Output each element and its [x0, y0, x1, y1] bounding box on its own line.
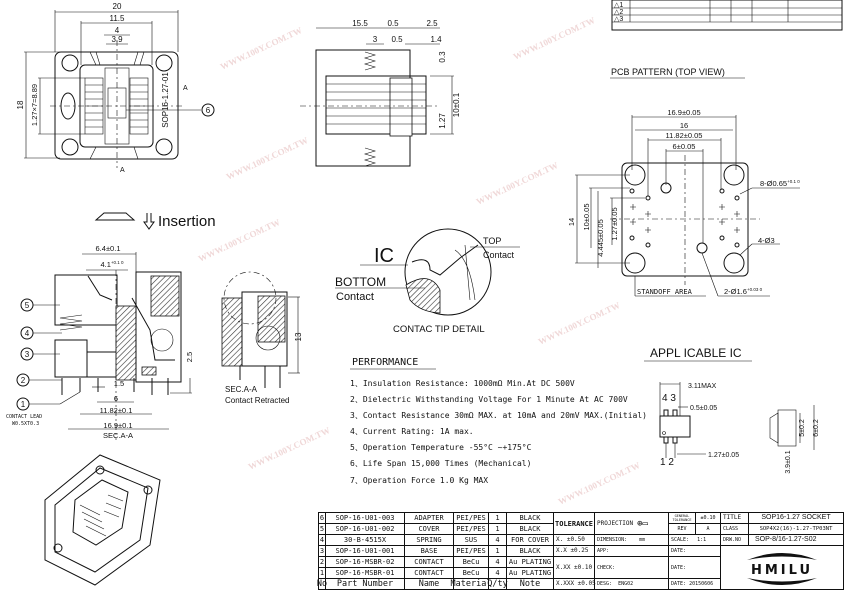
performance-item: 3、Contact Resistance 30mΩ MAX. at 10mA and 20mV MAX.(Initial) [350, 411, 647, 420]
performance-item: 1、Insulation Resistance: 1000mΩ Min.At DC 500V [350, 379, 575, 388]
part-material: PEI/PES [453, 523, 489, 535]
ic-label: IC [374, 245, 394, 267]
part-note: FOR COVER [506, 534, 554, 546]
top-view [16, 2, 214, 174]
section-mark-a-top: A [183, 85, 188, 92]
part-name: BASE [404, 545, 454, 557]
tolerance-label: TOLERANCE [553, 512, 595, 535]
applicable-ic-title: APPL ICABLE IC [650, 346, 742, 360]
bottom-contact-label: Contact [336, 291, 374, 303]
callout-6: 6 [205, 106, 211, 115]
dim-0-5-b: 0.5 [391, 35, 403, 44]
part-name: SPRING [404, 534, 454, 546]
callout-5: 5 [24, 301, 30, 310]
tolerance-x: X. ±0.50 [553, 534, 595, 546]
svg-text:WWW.100Y.COM.TW: WWW.100Y.COM.TW [224, 135, 310, 182]
dim-13: 13 [294, 332, 303, 342]
tolerance-xxx: X.XX ±0.10 [553, 556, 595, 579]
part-material: PEI/PES [453, 512, 489, 524]
part-name: ADAPTER [404, 512, 454, 524]
dimension-unit: mm [639, 537, 646, 543]
detail-title: CONTAC TIP DETAIL [393, 324, 485, 335]
dim-3: 3 [372, 35, 378, 44]
projection-symbol-icon: ⊕▭ [637, 518, 648, 529]
contact-tip-detail [335, 229, 520, 335]
big-holes-note: 4-Ø3 [758, 236, 775, 245]
rev-mark-1: △1 [614, 2, 624, 9]
rev-value: A [695, 523, 721, 535]
row-no: 2 [319, 558, 325, 566]
side-view [300, 19, 461, 166]
part-name: CONTACT [404, 567, 454, 579]
svg-text:WWW.100Y.COM.TW: WWW.100Y.COM.TW [196, 217, 282, 264]
tolerance-xx: X.X ±0.25 [553, 545, 595, 557]
dim-0-5: 0.5±0.05 [690, 405, 718, 412]
dim-14: 14 [567, 217, 576, 227]
part-name: COVER [404, 523, 454, 535]
svg-text:WWW.100Y.COM.TW: WWW.100Y.COM.TW [556, 460, 642, 507]
dim-height: 18 [16, 100, 25, 110]
dim-4-445: 4.445±0.05 [596, 219, 605, 257]
check: CHECK: [594, 556, 669, 579]
header-note: Note [506, 578, 554, 590]
dim-11-82: 11.82±0.05 [665, 131, 703, 140]
pins-bottom: 1 2 [660, 457, 674, 468]
row-no: 1 [319, 569, 325, 577]
part-note: BLACK [506, 545, 554, 557]
part-note: Au PLATING [506, 567, 554, 579]
dim-3-9: 3.9 [111, 35, 123, 44]
standoff-note: STANDOFF AREA [637, 288, 692, 296]
performance-item: 5、Operation Temperature -55°C ~+175°C [350, 443, 532, 452]
dim-inner: 11.5 [109, 14, 125, 23]
row-no: 6 [319, 514, 325, 522]
dim-4-1: $4.1^{+0.1 0}$ [100, 260, 124, 269]
part-number: SOP-16-U01-001 [325, 545, 405, 557]
dim-4: 4 [114, 26, 120, 35]
retracted-section-title: SEC.A-A [225, 385, 258, 394]
part-number: SOP-16-MSBR-02 [325, 556, 405, 568]
pcb-pattern [567, 67, 800, 296]
dim-1-4: 1.4 [430, 35, 442, 44]
general-tolerance-label: GENERAL TOLERANCE [668, 512, 696, 524]
section-title: SEC.A-A [102, 431, 134, 440]
dimension: DIMENSION: mm [594, 534, 669, 546]
part-qty: 4 [488, 534, 507, 546]
dim-2-5: 2.5 [426, 19, 438, 28]
part-number: SOP-16-MSBR-01 [325, 567, 405, 579]
performance-item: 4、Current Rating: 1A max. [350, 427, 474, 436]
dim-0-3: 0.3 [438, 51, 447, 63]
applicable-ic [644, 346, 820, 474]
drawing-number-label: DRW.NO [720, 534, 749, 546]
tolerance-xxxx: X.XXX ±0.05 [553, 578, 595, 590]
performance [350, 357, 647, 485]
svg-text:WWW.100Y.COM.TW: WWW.100Y.COM.TW [218, 25, 304, 72]
part-material: SUS [453, 534, 489, 546]
dim-11-82: 11.82±0.1 [99, 406, 133, 415]
svg-text:WWW.100Y.COM.TW: WWW.100Y.COM.TW [536, 300, 622, 347]
dim-6: 6±0.05 [672, 142, 696, 151]
header-no: No [316, 579, 328, 589]
callout-3: 3 [24, 350, 30, 359]
retracted-view [222, 272, 303, 405]
dim-width: 20 [112, 2, 122, 11]
callout-2: 2 [20, 376, 26, 385]
dim-16-9: 16.9±0.05 [667, 108, 701, 117]
callout-4: 4 [24, 329, 30, 338]
date-3: DATE: 20150606 [668, 578, 721, 590]
part-note: BLACK [506, 512, 554, 524]
dim-10: 10±0.1 [452, 92, 461, 118]
revision-table [612, 0, 842, 30]
title-label: TITLE [720, 512, 749, 524]
part-qty: 4 [488, 556, 507, 568]
part-number: SOP-16-U01-002 [325, 523, 405, 535]
dim-15-5: 15.5 [352, 19, 368, 28]
company-logo [720, 545, 844, 590]
part-marking: SOP16-1.27-01 [161, 72, 170, 128]
pins-top: 4 3 [662, 393, 676, 404]
dim-5: 5±0.2 [799, 419, 806, 437]
dim-2-5-lead: 2.5 [185, 351, 194, 363]
rev-mark-3: △3 [614, 16, 624, 23]
date-2: DATE: [668, 556, 721, 579]
header-qty: Q/ty [487, 579, 508, 589]
dim-10: 10±0.05 [582, 203, 591, 231]
date-1: DATE: [668, 545, 721, 557]
header-part-number: Part Number [325, 578, 405, 590]
dim-16: 16 [679, 121, 689, 130]
desg: DESG: ENG02 [594, 578, 669, 590]
section-mark-a-bottom: A [120, 167, 125, 174]
svg-text:WWW.100Y.COM.TW: WWW.100Y.COM.TW [246, 425, 332, 472]
logo-swoosh-icon [737, 548, 827, 588]
dim-3-11: 3.11MAX [688, 383, 717, 390]
row-no: 3 [319, 547, 325, 555]
dim-6-4: 6.4±0.1 [95, 244, 121, 253]
part-material: BeCu [453, 567, 489, 579]
app: APP: [594, 545, 669, 557]
pcb-title: PCB PATTERN (TOP VIEW) [611, 67, 725, 77]
part-note: Au PLATING [506, 556, 554, 568]
callout-1: 1 [20, 400, 26, 409]
lead-note-2: W0.5XT0.3 [12, 421, 40, 427]
rev-mark-2: △2 [614, 9, 624, 16]
bottom-label: BOTTOM [335, 275, 387, 289]
lead-note-1: CONTACT LEAD [6, 414, 43, 420]
header-material: Material [450, 579, 492, 589]
pegs-note: $2-Ø1.6^{+0.03 0}$ [724, 287, 763, 296]
scale-value: 1:1 [697, 537, 707, 543]
drawing-number-value: SOP-8/16-1.27-S02 [748, 534, 844, 546]
dim-3-9: 3.9±0.1 [785, 450, 792, 474]
dim-1-5: 1.5 [113, 379, 125, 388]
row-no: 5 [319, 525, 325, 533]
row-no: 4 [319, 536, 325, 544]
class-value: SOP4X2(16)-1.27-TP03NT [748, 523, 844, 535]
top-contact-label: Contact [483, 250, 515, 260]
svg-text:WWW.100Y.COM.TW: WWW.100Y.COM.TW [474, 160, 560, 207]
class-label: CLASS [720, 523, 749, 535]
part-note: BLACK [506, 523, 554, 535]
part-number: SOP-16-U01-003 [325, 512, 405, 524]
dim-1-27: 1.27±0.05 [610, 207, 619, 241]
part-qty: 1 [488, 512, 507, 524]
small-holes-note: $8-Ø0.65^{+0.1 0}$ [760, 179, 800, 188]
rev-label: REV [668, 523, 696, 535]
dim-16-9: 16.9±0.1 [103, 421, 133, 430]
dim-1-27: 1.27 [438, 113, 447, 129]
part-qty: 4 [488, 567, 507, 579]
performance-item: 2、Dielectric Withstanding Voltage For 1 Minute At AC 700V [350, 395, 628, 404]
scale: SCALE: 1:1 [668, 534, 721, 546]
dim-0-5-a: 0.5 [387, 19, 399, 28]
insertion-indicator [96, 213, 216, 230]
part-material: BeCu [453, 556, 489, 568]
header-name: Name [404, 578, 454, 590]
general-tolerance-value: ±0.10 [695, 512, 721, 524]
section-view [6, 244, 194, 440]
desg-value: ENG02 [618, 581, 634, 587]
part-material: PEI/PES [453, 545, 489, 557]
title-value: SOP16-1.27 SOCKET [748, 512, 844, 524]
dim-pitch: 1.27×7=8.89 [30, 83, 39, 127]
dim-1-27: 1.27±0.05 [708, 452, 740, 459]
part-qty: 1 [488, 523, 507, 535]
svg-text:HMILU: HMILU [750, 562, 814, 578]
svg-text:WWW.100Y.COM.TW: WWW.100Y.COM.TW [511, 15, 597, 62]
part-qty: 1 [488, 545, 507, 557]
retracted-subtitle: Contact Retracted [225, 396, 290, 405]
performance-title: PERFORMANCE [352, 357, 419, 368]
part-number: 30-B-4515X [325, 534, 405, 546]
date-value: 20150606 [689, 581, 714, 587]
top-label: TOP [483, 236, 502, 246]
performance-item: 6、Life Span 15,000 Times (Mechanical) [350, 459, 532, 468]
performance-item: 7、Operation Force 1.0 Kg MAX [350, 476, 489, 485]
dim-6: 6±0.2 [813, 419, 820, 437]
insertion-label: Insertion [158, 213, 216, 230]
socket-isometric-image [45, 455, 160, 585]
projection [594, 512, 669, 535]
projection-label: PROJECTION [597, 519, 634, 527]
dim-6: 6 [113, 394, 119, 403]
part-name: CONTACT [404, 556, 454, 568]
